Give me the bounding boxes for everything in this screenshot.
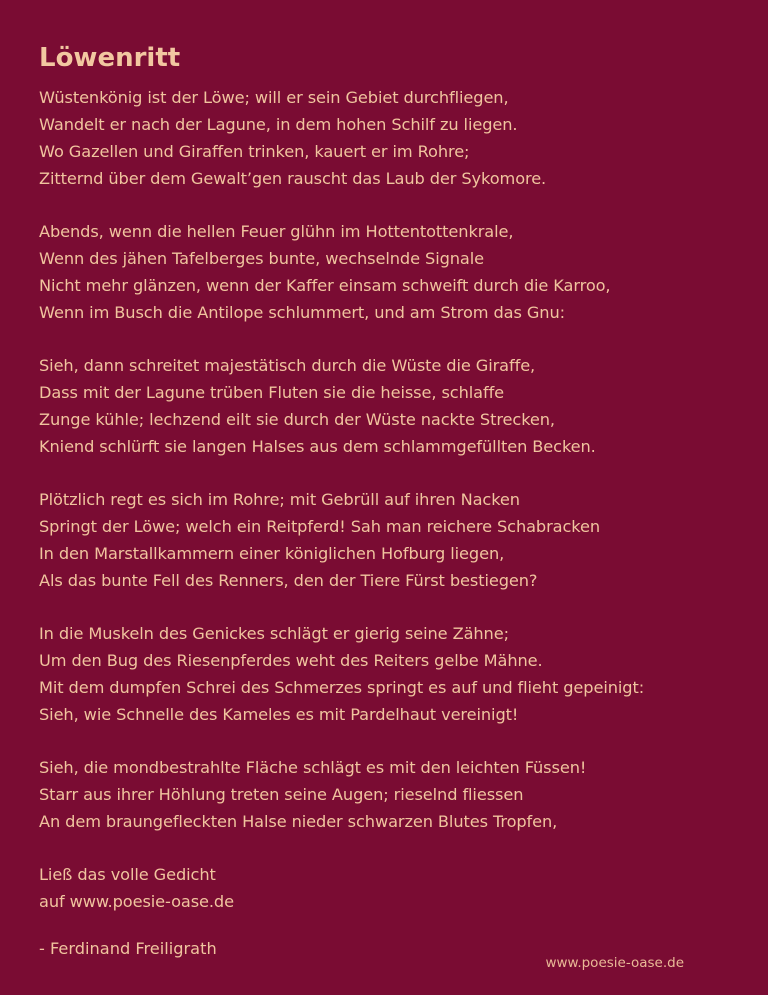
poem-line: An dem braungefleckten Halse nieder schwarzen Blutes Tropfen, bbox=[39, 812, 558, 831]
poem-line: Wo Gazellen und Giraffen trinken, kauert er im Rohre; bbox=[39, 142, 470, 161]
poem-page bbox=[39, 40, 738, 962]
stanza-4 bbox=[39, 486, 738, 594]
poem-line: Zunge kühle; lechzend eilt sie durch der Wüste nackte Strecken, bbox=[39, 410, 555, 429]
stanza-5 bbox=[39, 620, 738, 728]
poem-title: Löwenritt bbox=[39, 43, 181, 73]
poem-line: In die Muskeln des Genickes schlägt er gierig seine Zähne; bbox=[39, 624, 509, 643]
poem-line: Plötzlich regt es sich im Rohre; mit Gebrüll auf ihren Nacken bbox=[39, 490, 520, 509]
poem-line: Wandelt er nach der Lagune, in dem hohen Schilf zu liegen. bbox=[39, 115, 518, 134]
poem-author: - Ferdinand Freiligrath bbox=[39, 939, 217, 958]
poem-line: Wenn des jähen Tafelberges bunte, wechselnde Signale bbox=[39, 249, 484, 268]
poem-line: Springt der Löwe; welch ein Reitpferd! Sah man reichere Schabracken bbox=[39, 517, 600, 536]
note-line: Ließ das volle Gedicht bbox=[39, 865, 216, 884]
full-poem-note bbox=[39, 861, 738, 915]
poem-line: Mit dem dumpfen Schrei des Schmerzes springt es auf und flieht gepeinigt: bbox=[39, 678, 645, 697]
poem-line: Wenn im Busch die Antilope schlummert, und am Strom das Gnu: bbox=[39, 303, 565, 322]
poem-line: Um den Bug des Riesenpferdes weht des Reiters gelbe Mähne. bbox=[39, 651, 543, 670]
poem-line: Sieh, wie Schnelle des Kameles es mit Pardelhaut vereinigt! bbox=[39, 705, 519, 724]
site-watermark: www.poesie-oase.de bbox=[545, 955, 684, 971]
stanza-6 bbox=[39, 754, 738, 835]
poem-line: Kniend schlürft sie langen Halses aus dem schlammgefüllten Becken. bbox=[39, 437, 596, 456]
poem-line: Dass mit der Lagune trüben Fluten sie die heisse, schlaffe bbox=[39, 383, 505, 402]
poem-line: Als das bunte Fell des Renners, den der Tiere Fürst bestiegen? bbox=[39, 571, 538, 590]
stanza-2 bbox=[39, 218, 738, 326]
poem-line: Zitternd über dem Gewalt’gen rauscht das Laub der Sykomore. bbox=[39, 169, 547, 188]
stanza-1 bbox=[39, 84, 738, 192]
poem-line: Sieh, die mondbestrahlte Fläche schlägt es mit den leichten Füssen! bbox=[39, 758, 587, 777]
poem-line: Nicht mehr glänzen, wenn der Kaffer einsam schweift durch die Karroo, bbox=[39, 276, 611, 295]
poem-line: Abends, wenn die hellen Feuer glühn im Hottentottenkrale, bbox=[39, 222, 514, 241]
stanza-3 bbox=[39, 352, 738, 460]
poem-line: Starr aus ihrer Höhlung treten seine Augen; rieselnd fliessen bbox=[39, 785, 524, 804]
poem-line: In den Marstallkammern einer königlichen Hofburg liegen, bbox=[39, 544, 505, 563]
note-line: auf www.poesie-oase.de bbox=[39, 892, 234, 911]
poem-line: Wüstenkönig ist der Löwe; will er sein Gebiet durchfliegen, bbox=[39, 88, 509, 107]
poem-line: Sieh, dann schreitet majestätisch durch die Wüste die Giraffe, bbox=[39, 356, 536, 375]
